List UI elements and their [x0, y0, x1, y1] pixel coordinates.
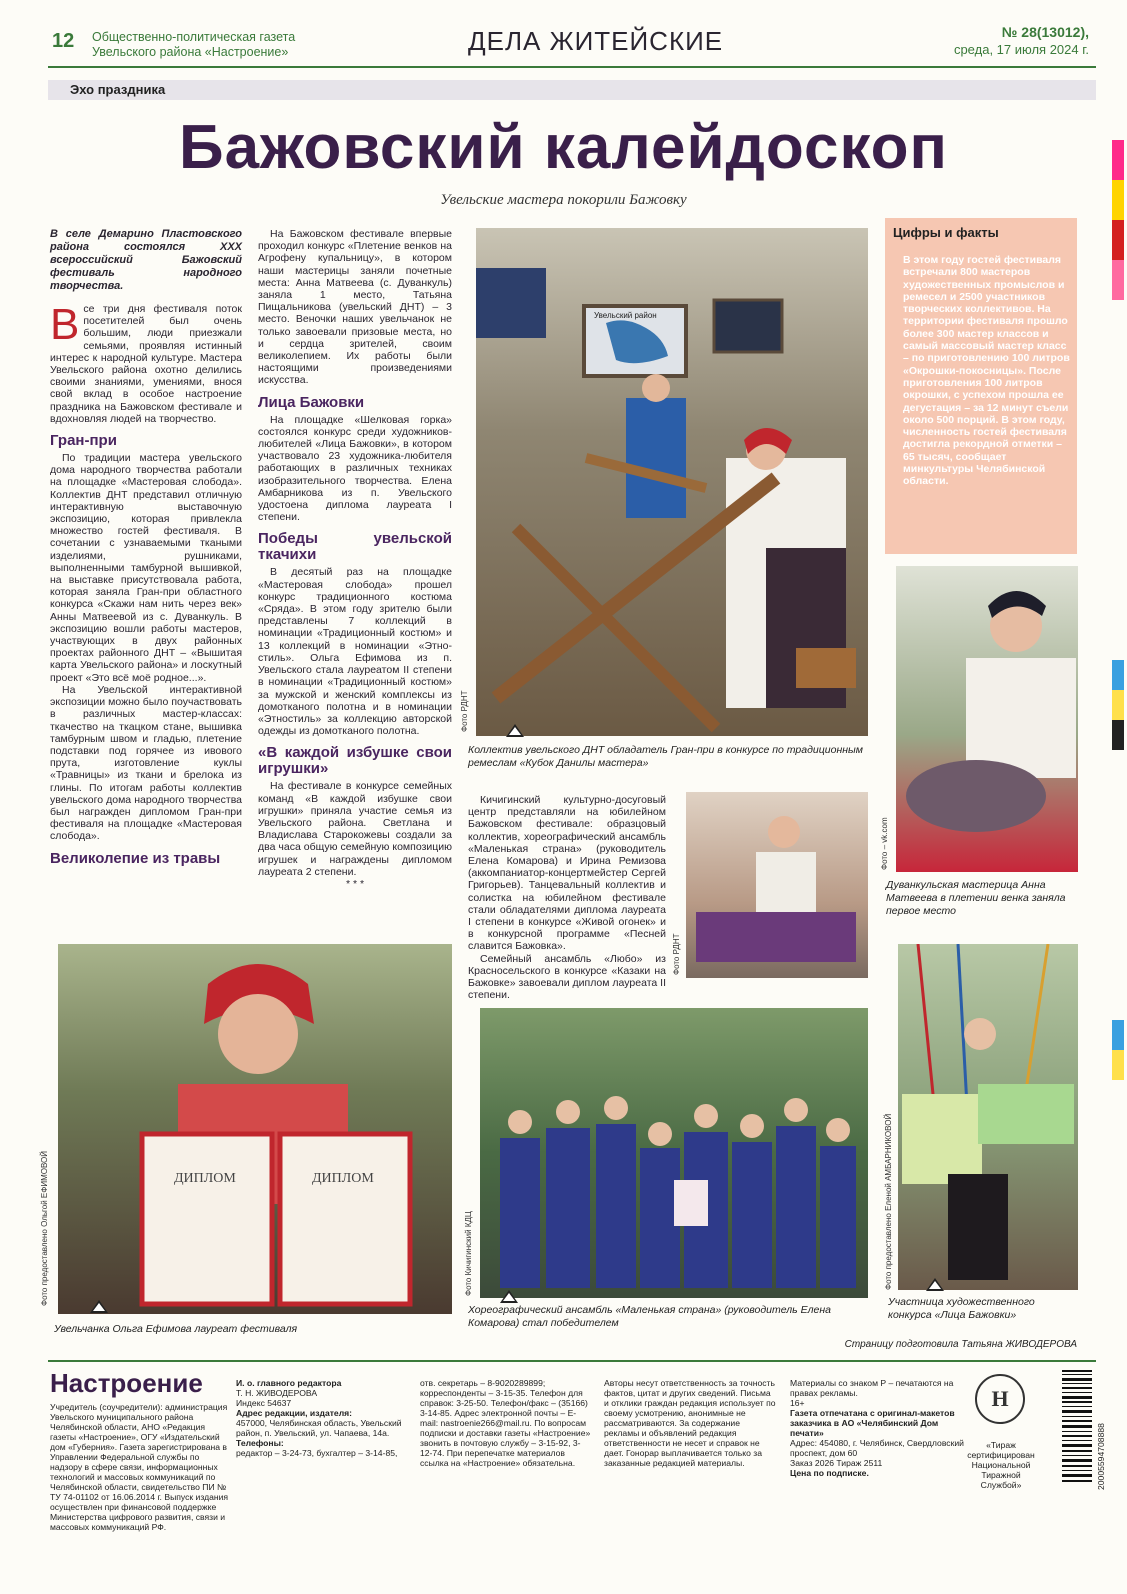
painting-right: [978, 1084, 1074, 1144]
embroidered-blouse: [966, 658, 1076, 778]
rubric: Эхо праздника: [70, 82, 166, 97]
diploma-right: [280, 1134, 410, 1304]
craft-table: [696, 912, 856, 962]
photo-dance-illustration: [480, 1008, 868, 1298]
paragraph: се три дня фестиваля поток посетителей был очень большим, люди приезжали семьями, проявляя истинный интерес к народной культуре. Мастера Увельского района охотно делились своими знаниями, умениями, внося свой вклад в особое настроение праздника на Бажовском фестивале и вдохновляя людей на творчество.: [50, 303, 242, 425]
loom-bench: [796, 648, 856, 688]
photo-wreath-illustration: [896, 566, 1078, 872]
photo-credit: Фото РДНТ: [460, 690, 469, 732]
newspaper-brand: Настроение: [50, 1368, 203, 1398]
woman-face: [964, 1018, 996, 1050]
photo-credit: Фото – vk.com: [880, 817, 889, 870]
photo-wreath: [896, 566, 1078, 872]
separator-stars: * * *: [345, 877, 365, 890]
subheading-toys: «В каждой избушке свои игрушки»: [258, 744, 452, 778]
photo-dance-ensemble: [480, 1008, 868, 1298]
photo-caption: Коллектив увельского ДНТ обладатель Гран-при в конкурсе по традиционным ремеслам «Кубок Данилы мастера»: [468, 744, 863, 769]
photo-credit: Фото РДНТ: [672, 933, 681, 975]
woman-face: [218, 994, 298, 1074]
headline: Бажовский калейдоскоп: [179, 113, 948, 182]
publication-name: Общественно-политическая газета Увельского района «Настроение»: [92, 30, 296, 59]
photo-credit: Фото предоставлено Еленой АМБАРНИКОВОЙ: [884, 1113, 893, 1290]
photo-artist-illustration: [898, 944, 1078, 1290]
paragraph: На Увельской интерактивной экспозиции можно было поучаствовать в различных мастер-классах: ткачество на ткацком стане, вышивка тамбурным швом и гладью, плетение подставки под горячее из ивового прута, изготовление куклы «Травницы» из ткани и брелока из глины. По итогам работы коллектив увельского дома народного творчества был награжден дипломом Гран-при фестиваля на площадке «Мастеровая слобода».: [50, 683, 242, 843]
header-divider: [48, 66, 1096, 68]
caption-pointer-icon: [506, 724, 524, 737]
caption-pointer-icon: [926, 1278, 944, 1291]
subheading-grand-prix: Гран-при: [50, 432, 117, 450]
photo-credit: Фото предоставлено Ольгой ЕФИМОВОЙ: [40, 1150, 49, 1306]
photo-caption: Увельчанка Ольга Ефимова лауреат фестиваля: [54, 1323, 298, 1335]
article-column-1: [50, 228, 242, 870]
photo-loom: [476, 228, 868, 736]
issue-info: [954, 24, 1089, 58]
photo-loom-illustration: [476, 228, 868, 736]
photo-workshop: [686, 792, 868, 978]
paragraph: Семейный ансамбль «Любо» из Красносельского в конкурсе «Казаки на Бажовке» завоевали диплом лауреата II степени.: [468, 952, 666, 1002]
drop-cap: В: [50, 300, 80, 349]
diploma-left: [142, 1134, 272, 1304]
footer-disclaimer: Авторы несут ответственность за точность фактов, цитат и других сведений. Письма и отклики граждан редакция использует по своему усмотрению, анонимные не рассматриваются. За содержание рекламы и объявлений редакция ответственности не несет и справок не дает. Гонорар выплачивается только за заказанные редакцией материалы.: [604, 1378, 776, 1468]
subheadline: Увельские мастера покорили Бажовку: [440, 192, 687, 208]
map-label: Увельский район: [594, 311, 657, 320]
hanging-textile: [476, 268, 546, 338]
footer-print-info: Материалы со знаком Р – печатаются на правах рекламы. 16+ Газета отпечатана с оригинал-макетов заказчика в АО «Челябинский Дом печати» Адрес: 454080, г. Челябинск, Свердловский проспект, дом 60 Заказ 2026 Тираж 2511 Цена по подписке.: [790, 1378, 964, 1478]
woman-blue-dress: [626, 398, 686, 518]
paragraph: На Бажовском фестивале впервые проходил конкурс «Плетение венков на Агрофену купальницу», в котором наши мастерицы заняли почетные места: Анна Матвеева (с. Дуванкуль) заняла 1 место, Татьяна Пищальникова (увельский ДНТ) – 3 место. Веночки наших увельчанок не только завоевали призовые места, но и сердца зрителей, своим великолепием. Их работы были настоящими произведениями искусства.: [258, 228, 452, 387]
textile-panel: [714, 300, 782, 352]
rubric-bar: [48, 80, 1096, 100]
lead-paragraph: В селе Демарино Пластовского района состоялся XXX всероссийский Бажовский фестиваль народного творчества.: [50, 228, 242, 292]
page-number: 12: [52, 30, 75, 52]
issue-date: среда, 17 июля 2024 г.: [953, 42, 1089, 57]
loom-beam: [516, 528, 716, 728]
award-diploma: [674, 1180, 708, 1226]
photo-diploma-illustration: [58, 944, 452, 1314]
seal-caption: «Тираж сертифицирован Национальной Тиражной Службой»: [967, 1440, 1035, 1490]
flower-wreath: [906, 760, 1046, 832]
subheading-faces: Лица Бажовки: [258, 393, 365, 411]
section-title: ДЕЛА ЖИТЕЙСКИЕ: [468, 26, 724, 56]
color-registration-marks: [1112, 140, 1124, 1080]
footer-editorial: И. о. главного редактора Т. Н. ЖИВОДЕРОВА Индекс 54637 Адрес редакции, издателя: 457000, Челябинская область, Увельский район, п. Увельский, ул. Чапаева, 14а. Телефоны: редактор – 3-24-73, бухгалтер – 3-14-85,: [236, 1378, 402, 1458]
paragraph: По традиции мастера увельского дома народного творчества работали на площадке «Мастеровая слобода». Коллектив ДНТ представил отличную интерактивную выставочную экспозицию, которая привлекла множество гостей фестиваля. В сочетании с узнаваемыми ткаными изделиями, рушниками, выполненными тамбурной вышивкой, на выставке присутствовала работа, которая заняла Гран-при областного конкурса «Скажи нам нить через век» Анны Матвеевой из с. Дуванкуль. В экспозицию вошли работы мастеров, участвующих в двух районных проектах районного ДНТ – «Вышитая карта Увельского района» и лоскутный проект «Это всё моё родное...».: [50, 452, 242, 684]
photo-artist: [898, 944, 1078, 1290]
paragraph: На фестивале в конкурсе семейных команд «В каждой избушке свои игрушки» приняла участие семья из Увельского района. Светлана и Владислава Старокожевы создали за два часа общую семейную композицию игрушек и награждены дипломом лауреата 2 степени.: [258, 780, 452, 878]
woman-face: [642, 374, 670, 402]
facts-box: [885, 218, 1077, 554]
photo-caption: Хореографический ансамбль «Маленькая страна» (руководитель Елена Комарова) стал победителем: [468, 1304, 831, 1329]
footer-founders: Учредитель (соучредители): администрация Увельского муниципального района Челябинской области, АНО «Редакция газеты «Настроение», ОГУ «Издательский дом «Губерния». Газета зарегистрирована в Управлении Федеральной службы по надзору в сфере связи, информационных технологий и массовых коммуникаций по Челябинской области, свидетельство ПИ № ТУ 74-01102 от 16.06.2014 г. Выпуск издания осуществлен при финансовой поддержке Министерства цифрового развития, связи и массовых коммуникаций РФ.: [50, 1402, 229, 1532]
footer-contacts: отв. секретарь – 8-9020289899; корреспонденты – 3-15-35. Телефон для справок: 3-25-50. Телефон/факс – (35166) 3-14-85. Адрес электронной почты – E-mail: nastroenie266@mail.ru. По вопросам подписки и доставки газеты «Настроение» звонить в почтовую службу – 3-15-92, 3-12-74. При перепечатке материалов ссылка на «Настроение» обязательна.: [420, 1378, 591, 1468]
article-column-2: [258, 228, 452, 890]
article-column-3: [468, 794, 666, 1001]
paragraph: Кичигинский культурно-досуговый центр представляли на юбилейном Бажовском фестивале: образцовый коллектив, хореографический ансамбль «Маленькая страна» (руководитель Елена Комарова) и Ирина Ремизова (аккомпаниатор-концертмейстер Сергей Григорьев). Танцевальный коллектив и солистка на юбилейном фестивале стали обладателями диплома лауреата I степени в конкурсе «Живой огонек» и в конкурсной программе «Песней славится Бажовка».: [468, 794, 666, 953]
barcode-number: 20005594708888: [1096, 1423, 1106, 1490]
subheading-weaver: Победы увельской ткачихи: [258, 530, 452, 564]
barcode-icon: [1062, 1370, 1092, 1490]
paragraph: В десятый раз на площадке «Мастеровая слобода» прошел конкурс традиционного костюма «Сряда». В этом году зрителю были представлены 7 коллекций в номинации «Традиционный костюм» и 13 коллекций в номинации «Этно-стиль». Ольга Ефимова из п. Увельского стала лауреатом II степени в номинации «Традиционный костюм» за мужской и женский комплексы из домотканого полотна и в номинации «Этностиль» за коллекцию авторской одежды из домотканого полотна.: [258, 566, 452, 738]
photo-workshop-illustration: [686, 792, 868, 978]
photo-caption: Участница художественного конкурса «Лица Бажовки»: [888, 1296, 1035, 1321]
diploma-title: ДИПЛОМ: [174, 1171, 236, 1186]
issue-number: № 28(13012),: [1001, 24, 1089, 40]
photo-credit: Фото Кичигинский КДЦ: [464, 1211, 473, 1296]
woman-face: [768, 816, 800, 848]
footer-divider: [48, 1360, 1096, 1362]
facts-body: В этом году гостей фестиваля встречали 800 мастеров художественных промыслов и ремесел и 2500 участников творческих коллективов. На территории фестиваля прошло более 300 мастер классов и самый массовый мастер класс – по приготовлению 100 литров «Окрошки-покосницы». После приготовления 100 литров окрошки, с успехом прошла ее дегустация – за 12 минут съели около 500 порций. В этом году, численность гостей фестиваля достигла рекордной отметки – 65 тысяч, сообщает минкультуры Челябинской области.: [903, 254, 1070, 488]
prepared-by: Страницу подготовила Татьяна ЖИВОДЕРОВА: [844, 1339, 1077, 1350]
paragraph: На площадке «Шелковая горка» состоялся конкурс среди художников-любителей «Лица Бажовки», в котором участвовало 23 художника-любителя работающих в различных техниках изобразительного творчества. Елена Амбарникова из п. Увельского удостоена диплома лауреата I степени.: [258, 413, 452, 524]
photo-diploma: [58, 944, 452, 1314]
photo-caption: Дуванкульская мастерица Анна Матвеева в плетении венка заняла первое место: [886, 879, 1066, 917]
facts-title: Цифры и факты: [893, 225, 999, 240]
painting-left: [902, 1094, 982, 1184]
caption-pointer-icon: [500, 1290, 518, 1303]
caption-pointer-icon: [90, 1300, 108, 1313]
subheading-grass: Великолепие из травы: [50, 849, 221, 867]
circulation-seal-icon: Н: [975, 1374, 1025, 1424]
diploma-title: ДИПЛОМ: [312, 1171, 374, 1186]
black-skirt: [948, 1174, 1008, 1280]
